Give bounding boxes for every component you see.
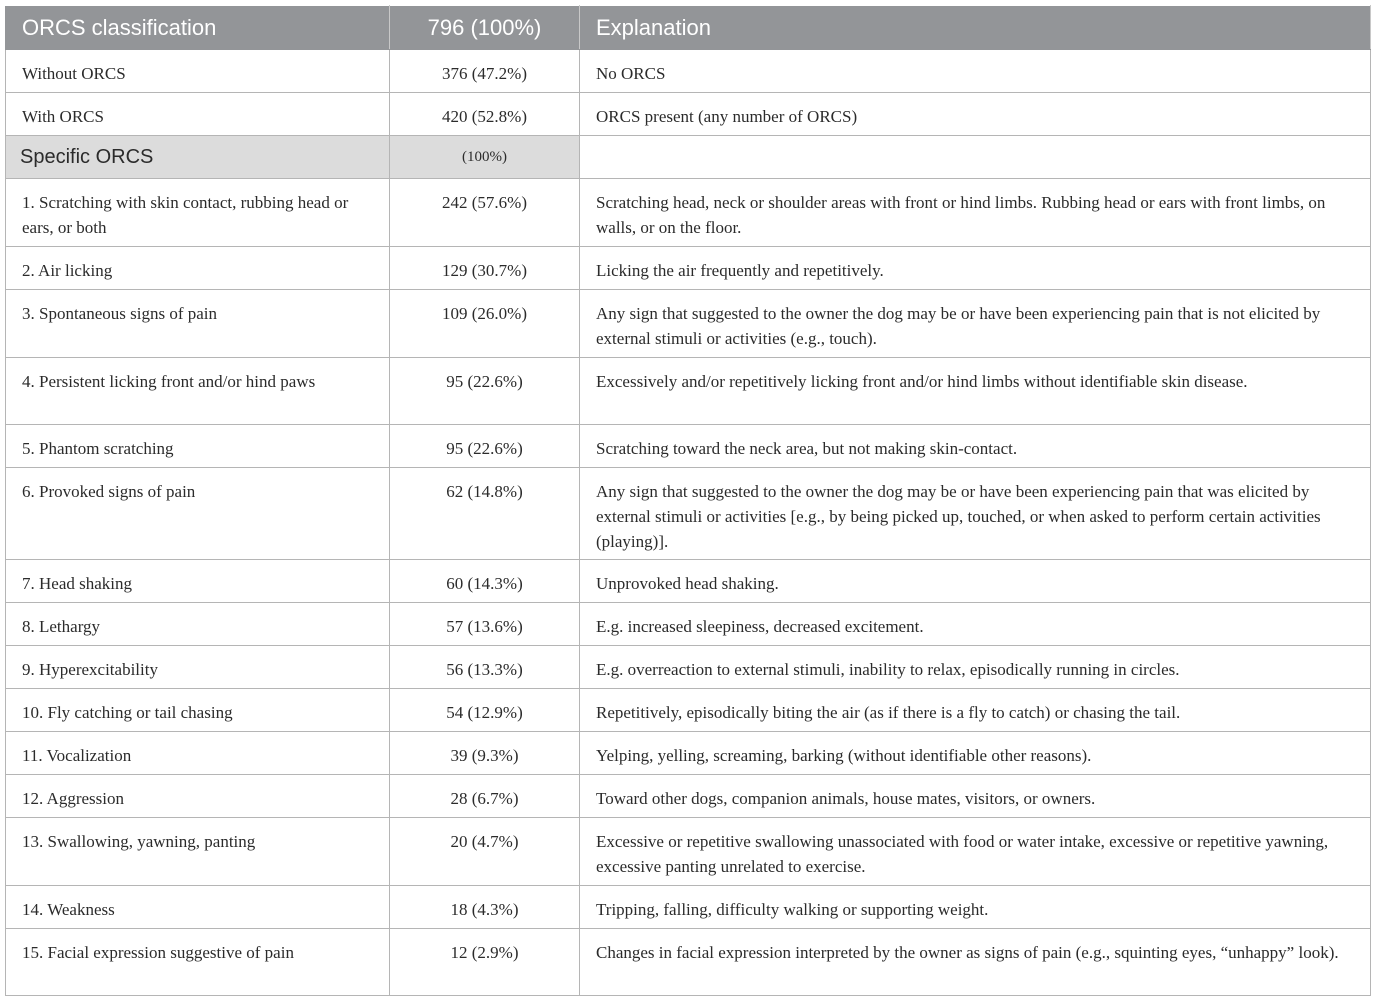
- row-explanation: Tripping, falling, difficulty walking or supporting weight.: [580, 886, 1371, 929]
- row-name: With ORCS: [6, 93, 390, 136]
- row-name: 15. Facial expression suggestive of pain: [6, 929, 390, 996]
- row-value: 20 (4.7%): [390, 818, 580, 886]
- row-value: 95 (22.6%): [390, 358, 580, 425]
- row-name: 14. Weakness: [6, 886, 390, 929]
- row-name: 9. Hyperexcitability: [6, 646, 390, 689]
- row-explanation: Licking the air frequently and repetitively.: [580, 247, 1371, 290]
- row-value: 56 (13.3%): [390, 646, 580, 689]
- row-value: 54 (12.9%): [390, 689, 580, 732]
- table-row: [6, 468, 1371, 560]
- row-name: 8. Lethargy: [6, 603, 390, 646]
- row-value: 39 (9.3%): [390, 732, 580, 775]
- row-name: 6. Provoked signs of pain: [6, 468, 390, 560]
- table-row: [6, 290, 1371, 358]
- row-value: 57 (13.6%): [390, 603, 580, 646]
- table-row: [6, 603, 1371, 646]
- section-blank-cell: [580, 136, 1371, 179]
- row-name: 4. Persistent licking front and/or hind paws: [6, 358, 390, 425]
- header-classification: ORCS classification: [6, 6, 390, 50]
- table-row: [6, 646, 1371, 689]
- table-row: [6, 775, 1371, 818]
- row-explanation: Scratching toward the neck area, but not making skin-contact.: [580, 425, 1371, 468]
- row-value: 95 (22.6%): [390, 425, 580, 468]
- row-explanation: Excessively and/or repetitively licking front and/or hind limbs without identifiable skin disease.: [580, 358, 1371, 425]
- row-name: 13. Swallowing, yawning, panting: [6, 818, 390, 886]
- row-explanation: Scratching head, neck or shoulder areas with front or hind limbs. Rubbing head or ears with front limbs, on walls, or on the floor.: [580, 179, 1371, 247]
- row-value: 109 (26.0%): [390, 290, 580, 358]
- table-row: [6, 93, 1371, 136]
- table-row: [6, 689, 1371, 732]
- table-row: [6, 560, 1371, 603]
- row-explanation: Changes in facial expression interpreted by the owner as signs of pain (e.g., squinting eyes, “unhappy” look).: [580, 929, 1371, 996]
- header-explanation: Explanation: [580, 6, 1371, 50]
- header-row: [6, 6, 1371, 50]
- row-name: 7. Head shaking: [6, 560, 390, 603]
- table-row: [6, 425, 1371, 468]
- section-header-row: [6, 136, 1371, 179]
- header-count: 796 (100%): [390, 6, 580, 50]
- table-body: [6, 50, 1371, 996]
- row-explanation: Any sign that suggested to the owner the dog may be or have been experiencing pain that was elicited by external stimuli or activities [e.g., by being picked up, touched, or when asked to perform certain activities (playing)].: [580, 468, 1371, 560]
- row-explanation: Repetitively, episodically biting the air (as if there is a fly to catch) or chasing the tail.: [580, 689, 1371, 732]
- table-header: [6, 6, 1371, 50]
- table-row: [6, 929, 1371, 996]
- row-name: 5. Phantom scratching: [6, 425, 390, 468]
- row-name: 10. Fly catching or tail chasing: [6, 689, 390, 732]
- row-name: 11. Vocalization: [6, 732, 390, 775]
- table-row: [6, 818, 1371, 886]
- table-row: [6, 732, 1371, 775]
- row-value: 129 (30.7%): [390, 247, 580, 290]
- row-explanation: Any sign that suggested to the owner the dog may be or have been experiencing pain that is not elicited by external stimuli or activities (e.g., touch).: [580, 290, 1371, 358]
- row-explanation: Unprovoked head shaking.: [580, 560, 1371, 603]
- table-row: [6, 50, 1371, 93]
- table-row: [6, 247, 1371, 290]
- row-explanation: Yelping, yelling, screaming, barking (without identifiable other reasons).: [580, 732, 1371, 775]
- section-value: (100%): [390, 136, 580, 179]
- row-value: 18 (4.3%): [390, 886, 580, 929]
- row-value: 60 (14.3%): [390, 560, 580, 603]
- row-name: 3. Spontaneous signs of pain: [6, 290, 390, 358]
- row-value: 376 (47.2%): [390, 50, 580, 93]
- row-name: 12. Aggression: [6, 775, 390, 818]
- table-row: [6, 886, 1371, 929]
- table-row: [6, 179, 1371, 247]
- row-explanation: ORCS present (any number of ORCS): [580, 93, 1371, 136]
- row-name: Without ORCS: [6, 50, 390, 93]
- orcs-table: [5, 5, 1371, 996]
- row-value: 28 (6.7%): [390, 775, 580, 818]
- table-row: [6, 358, 1371, 425]
- row-name: 2. Air licking: [6, 247, 390, 290]
- row-value: 62 (14.8%): [390, 468, 580, 560]
- row-explanation: Toward other dogs, companion animals, house mates, visitors, or owners.: [580, 775, 1371, 818]
- section-label: Specific ORCS: [6, 136, 390, 179]
- row-value: 420 (52.8%): [390, 93, 580, 136]
- row-explanation: E.g. overreaction to external stimuli, inability to relax, episodically running in circles.: [580, 646, 1371, 689]
- row-explanation: E.g. increased sleepiness, decreased excitement.: [580, 603, 1371, 646]
- row-explanation: Excessive or repetitive swallowing unassociated with food or water intake, excessive or repetitive yawning, excessive panting unrelated to exercise.: [580, 818, 1371, 886]
- row-explanation: No ORCS: [580, 50, 1371, 93]
- row-name: 1. Scratching with skin contact, rubbing head or ears, or both: [6, 179, 390, 247]
- row-value: 12 (2.9%): [390, 929, 580, 996]
- row-value: 242 (57.6%): [390, 179, 580, 247]
